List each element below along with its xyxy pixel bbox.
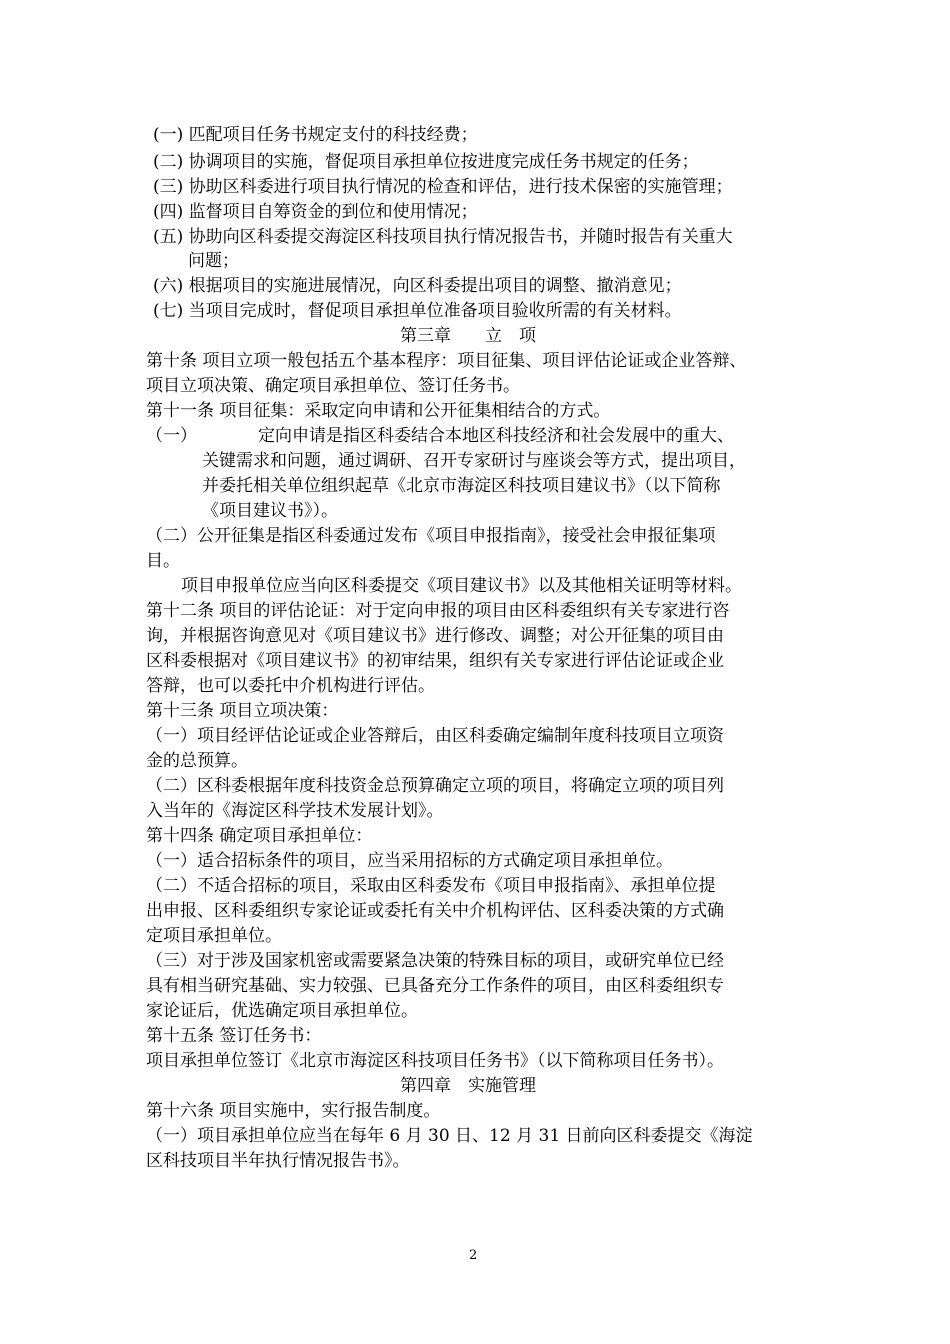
paragraph-line: (五) 协助向区科委提交海淀区科技项目执行情况报告书，并随时报告有关重大 bbox=[153, 227, 733, 247]
paragraph-line: 出申报、区科委组织专家论证或委托有关中介机构评估、区科委决策的方式确 bbox=[146, 901, 724, 921]
paragraph-line: （二）区科委根据年度科技资金总预算确定立项的项目，将确定立项的项目列 bbox=[146, 776, 724, 796]
paragraph-line: (七) 当项目完成时，督促项目承担单位准备项目验收所需的有关材料。 bbox=[153, 301, 682, 321]
paragraph-line: 家论证后，优选确定项目承担单位。 bbox=[146, 1001, 418, 1021]
list-marker: （一） bbox=[146, 426, 197, 446]
paragraph-line: 金的总预算。 bbox=[146, 751, 248, 771]
paragraph-line: （一）项目经评估论证或企业答辩后，由区科委确定编制年度科技项目立项资 bbox=[146, 726, 724, 746]
paragraph-line: 第十六条 项目实施中，实行报告制度。 bbox=[146, 1101, 441, 1121]
paragraph-line: 项目申报单位应当向区科委提交《项目建议书》以及其他相关证明等材料。 bbox=[181, 576, 742, 596]
paragraph-line: (一) 匹配项目任务书规定支付的科技经费； bbox=[153, 125, 478, 145]
paragraph-line: 具有相当研究基础、实力较强、已具备充分工作条件的项目，由区科委组织专 bbox=[146, 976, 724, 996]
page-number: 2 bbox=[469, 1248, 478, 1263]
paragraph-line: （三）对于涉及国家机密或需要紧急决策的特殊目标的项目，或研究单位已经 bbox=[146, 951, 724, 971]
paragraph-line: 《项目建议书》）。 bbox=[202, 501, 338, 521]
paragraph-line: 项目承担单位签订《北京市海淀区科技项目任务书》（以下简称项目任务书）。 bbox=[146, 1051, 724, 1071]
paragraph-line: （一）项目承担单位应当在每年 6 月 30 日、12 月 31 日前向区科委提交《海淀 bbox=[146, 1126, 753, 1146]
paragraph-line: 询，并根据咨询意见对《项目建议书》进行修改、调整；对公开征集的项目由 bbox=[146, 626, 724, 646]
paragraph-line: 关键需求和问题，通过调研、召开专家研讨与座谈会等方式，提出项目， bbox=[202, 451, 746, 471]
paragraph-line: 并委托相关单位组织起草《北京市海淀区科技项目建议书》（以下简称 bbox=[202, 476, 721, 496]
paragraph-line: 区科技项目半年执行情况报告书》。 bbox=[146, 1151, 410, 1171]
paragraph-line: (四) 监督项目自筹资金的到位和使用情况； bbox=[153, 202, 478, 222]
paragraph-line: (三) 协助区科委进行项目执行情况的检查和评估，进行技术保密的实施管理； bbox=[153, 177, 733, 197]
paragraph-line: （二）公开征集是指区科委通过发布《项目申报指南》，接受社会申报征集项 bbox=[146, 526, 716, 546]
paragraph-line: 问题； bbox=[188, 251, 239, 271]
chapter-heading: 第三章 立 项 bbox=[400, 326, 536, 346]
paragraph-line: (六) 根据项目的实施进展情况，向区科委提出项目的调整、撤消意见； bbox=[153, 276, 682, 296]
paragraph-line: 项目立项决策、确定项目承担单位、签订任务书。 bbox=[146, 376, 520, 396]
paragraph-line: 第十三条 项目立项决策： bbox=[146, 701, 339, 721]
paragraph-line: 第十二条 项目的评估论证：对于定向申报的项目由区科委组织有关专家进行咨 bbox=[146, 601, 730, 621]
paragraph-line: 区科委根据对《项目建议书》的初审结果，组织有关专家进行评估论证或企业 bbox=[146, 651, 724, 671]
chapter-heading: 第四章 实施管理 bbox=[400, 1076, 536, 1096]
paragraph-line: （二）不适合招标的项目，采取由区科委发布《项目申报指南》、承担单位提 bbox=[146, 876, 716, 896]
paragraph-line: (二) 协调项目的实施，督促项目承担单位按进度完成任务书规定的任务； bbox=[153, 152, 699, 172]
paragraph-line: 目。 bbox=[146, 551, 180, 571]
paragraph-line: 第十条 项目立项一般包括五个基本程序：项目征集、项目评估论证或企业答辩、 bbox=[146, 351, 747, 371]
paragraph-line: 答辩，也可以委托中介机构进行评估。 bbox=[146, 676, 435, 696]
paragraph-line: 定项目承担单位。 bbox=[146, 926, 282, 946]
paragraph-line: 入当年的《海淀区科学技术发展计划》。 bbox=[146, 801, 444, 821]
paragraph-line: 第十四条 确定项目承担单位： bbox=[146, 826, 373, 846]
paragraph-line: 第十一条 项目征集：采取定向申请和公开征集相结合的方式。 bbox=[146, 401, 611, 421]
paragraph-line: 定向申请是指区科委结合本地区科技经济和社会发展中的重大、 bbox=[258, 426, 734, 446]
paragraph-line: 第十五条 签订任务书： bbox=[146, 1026, 322, 1046]
paragraph-line: （一）适合招标条件的项目，应当采用招标的方式确定项目承担单位。 bbox=[146, 851, 673, 871]
